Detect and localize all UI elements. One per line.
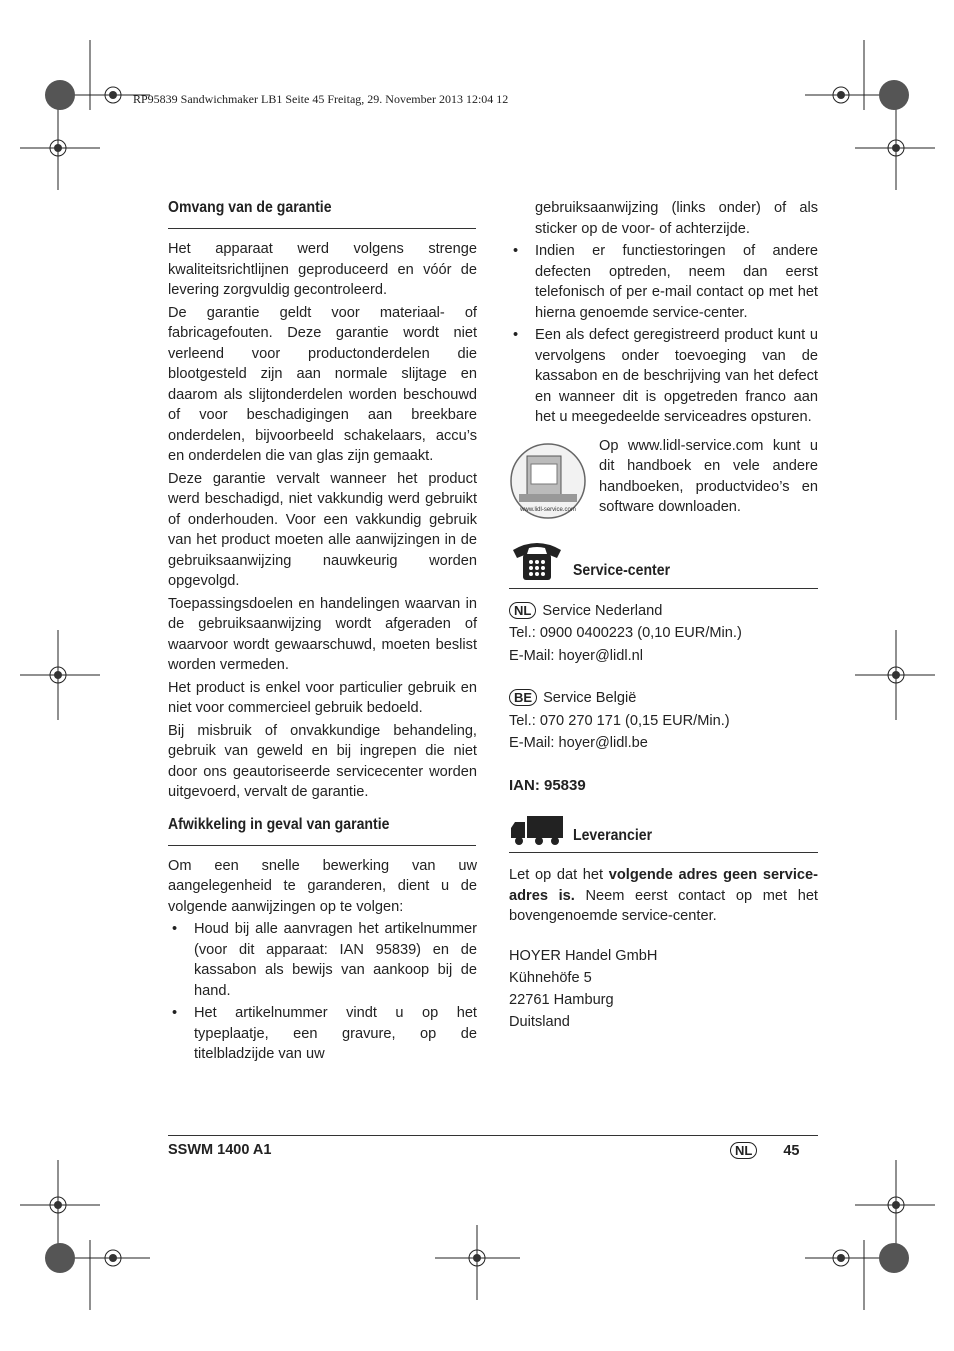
- service-be: [509, 688, 818, 754]
- list-item-continuation: gebruiksaanwijzing (links onder) of als sticker op de voor- of achterzijde.: [535, 200, 818, 237]
- address-line: 22761 Hamburg: [509, 991, 614, 1008]
- supplier-header: [509, 814, 818, 853]
- list-item: • Houd bij alle aanvragen het artikelnummer (voor dit apparaat: IAN 95839) en de kassabon als bewijs van aankoop bij de hand.: [168, 919, 477, 1001]
- lidl-service-text: Op www.lidl-service.com kunt u dit handboek en vele andere handboeken, productvideo’s en software downloaden.: [599, 437, 818, 515]
- list-item: • Indien er functiestoringen of andere defecten optreden, neem dan eerst telefonisch of per e-mail contact op met het hierna genoemde service-center.: [509, 241, 818, 323]
- supplier-note-post: Neem eerst contact op met het bovengenoemde service-center.: [509, 887, 818, 924]
- nl-service-name: Service Nederland: [542, 602, 663, 619]
- address-line: Kühnehöfe 5: [509, 969, 592, 986]
- service-nl: [509, 601, 818, 667]
- supplier-note: [509, 865, 818, 927]
- warranty-paragraphs: [168, 239, 477, 803]
- paragraph: Om een snelle bewerking van uw aangelegenheid te garanderen, dient u de volgende aanwijzingen op te volgen:: [168, 857, 477, 915]
- ian-number: IAN: 95839: [509, 776, 586, 794]
- list-item: • Het artikelnummer vindt u op het typeplaatje, een gravure, op de titelbladzijde van uw: [168, 1003, 477, 1065]
- page-number: 45: [783, 1142, 800, 1159]
- footer-lang-badge: NL: [730, 1142, 757, 1159]
- footer-rule: [168, 1135, 818, 1136]
- supplier-address: [509, 945, 818, 1033]
- paragraph: Bij misbruik of onvakkundige behandeling, gebruik van geweld en bij ingrepen die niet door ons geautoriseerde servicecenter worden uitgevoerd, vervalt de garantie.: [168, 722, 477, 800]
- be-service-name: Service België: [543, 690, 637, 706]
- truck-icon: [509, 814, 565, 846]
- bullet-list: [168, 919, 477, 1065]
- lidl-service-logo-icon: [509, 442, 587, 520]
- nl-mail: E-Mail: hoyer@lidl.nl: [509, 647, 644, 664]
- address-line: Duitsland: [509, 1013, 570, 1030]
- address-line: HOYER Handel GmbH: [509, 947, 658, 964]
- paragraph: Toepassingsdoelen en handelingen waarvan in de gebruiksaanwijzing wordt afgeraden of waarvoor wordt gewaarschuwd, moeten beslist worden vermeden.: [168, 595, 477, 673]
- telephone-icon: [509, 536, 565, 582]
- nl-tel: Tel.: 0900 0400223 (0,10 EUR/Min.): [509, 625, 742, 641]
- supplier-note-pre: Let op dat het: [509, 867, 609, 883]
- footer-page: [730, 1142, 799, 1159]
- section-title-supplier: Leverancier: [573, 826, 653, 844]
- section-title-warranty-handling: Afwikkeling in geval van garantie: [168, 815, 476, 846]
- supplier-note-bold: volgende adres geen service-adres is.: [509, 867, 818, 904]
- be-tel: Tel.: 070 270 171 (0,15 EUR/Min.): [509, 712, 730, 729]
- nl-badge: NL: [509, 602, 536, 619]
- paragraph: Het apparaat werd volgens strenge kwaliteitsrichtlijnen geproduceerd en vóór de levering zorgvuldig gecontroleerd.: [168, 241, 477, 298]
- list-item: • Een als defect geregistreerd product kunt u vervolgens onder toevoeging van de kassabon en de beschrijving van het defect en wanneer dit is opgetreden franco aan het u meegedeelde serviceadres opsturen.: [509, 325, 818, 428]
- print-header: RP95839 Sandwichmaker LB1 Seite 45 Freitag, 29. November 2013 12:04 12: [133, 92, 509, 106]
- bullet-list-cont: [509, 198, 818, 428]
- service-center-header: [509, 536, 818, 589]
- paragraph: Deze garantie vervalt wanneer het product werd beschadigd, niet vakkundig werd gebruikt of onderhouden. Voor een vakkundig gebruik van het product moeten alle aanwijzingen in de gebruiksaanwijzing nauwkeurig worden opgevolgd.: [168, 470, 477, 589]
- be-mail: E-Mail: hoyer@lidl.be: [509, 735, 648, 751]
- paragraph: De garantie geldt voor materiaal- of fabricagefouten. Deze garantie wordt niet verleend voor productonderdelen die blootgesteld zijn aan normale slijtage en daarom als slijtonderdelen worden beschouwd of voor beschadigingen aan breekbare onderdelen, bijvoorbeeld schakelaars, accu’s en onderdelen die van glas zijn gemaakt.: [168, 304, 477, 464]
- left-column: [168, 198, 477, 1067]
- footer-model: SSWM 1400 A1: [168, 1142, 272, 1158]
- be-badge: BE: [509, 689, 537, 706]
- section-title-warranty-scope: Omvang van de garantie: [168, 198, 476, 229]
- paragraph: Het product is enkel voor particulier gebruik en niet voor commercieel gebruik bedoeld.: [168, 679, 477, 716]
- lidl-service-block: [509, 437, 818, 520]
- lidl-logo-text: www.lidl-service.com: [520, 506, 576, 513]
- section-title-service-center: Service-center: [573, 562, 671, 579]
- right-column: [509, 198, 818, 1033]
